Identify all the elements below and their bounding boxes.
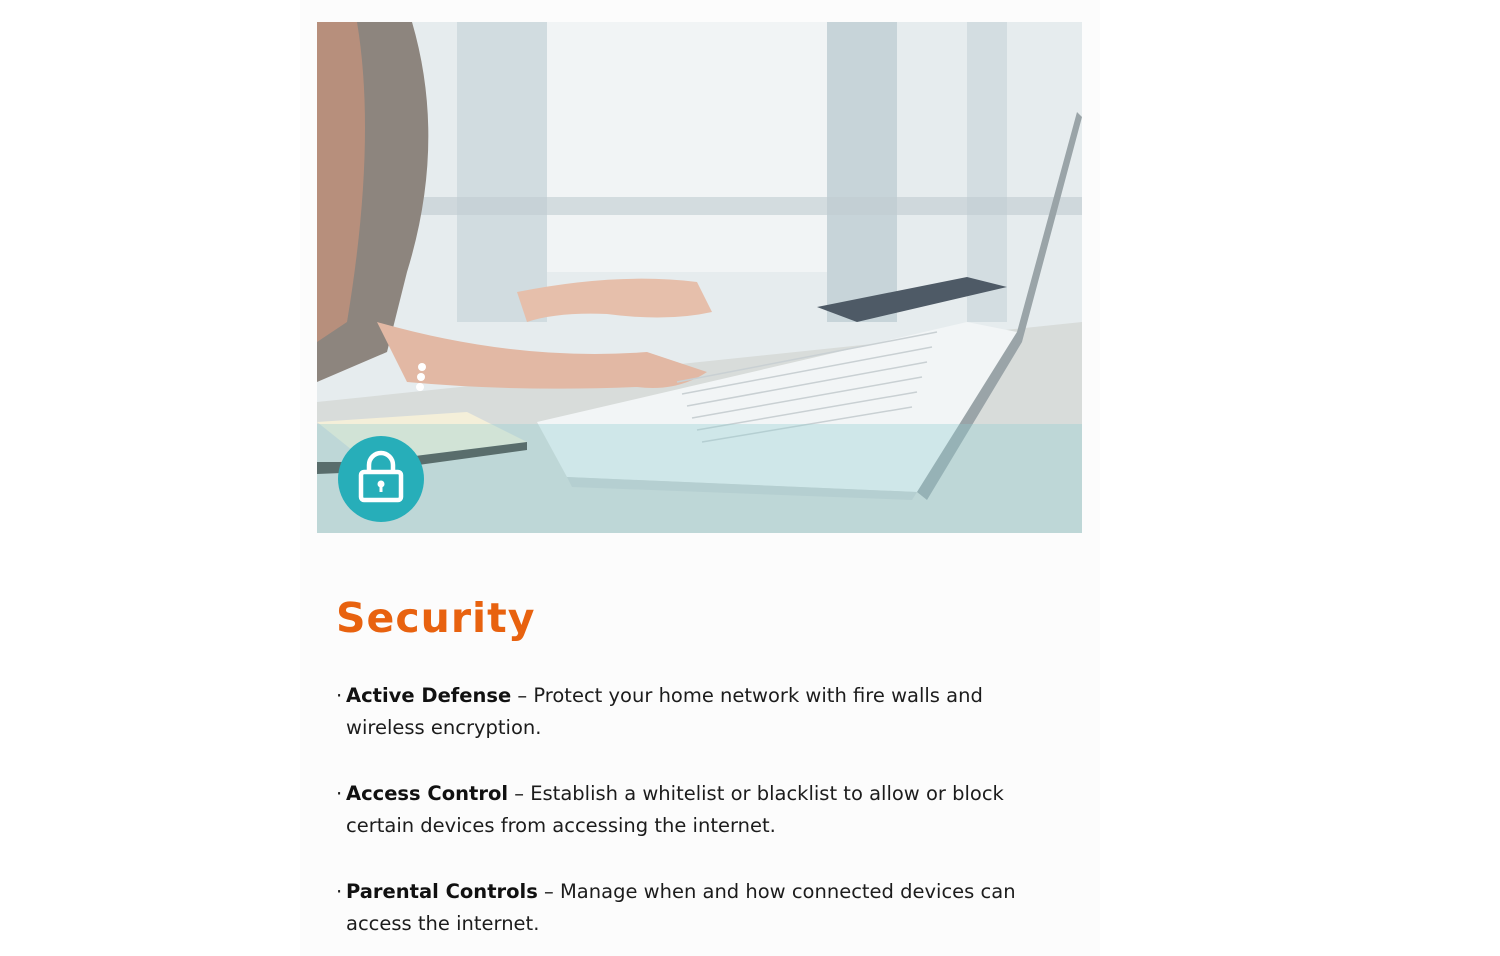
feature-description: Establish a whitelist or blacklist to allow or block certain devices from accessing the internet. [346, 782, 1004, 837]
feature-term: Active Defense [346, 684, 512, 707]
section-title: Security [336, 594, 536, 642]
feature-description: Manage when and how connected devices can access the internet. [346, 880, 1016, 935]
lock-badge [338, 436, 424, 522]
hero-image [317, 22, 1082, 533]
lock-icon [356, 450, 406, 508]
feature-list [336, 680, 1026, 956]
feature-description: Protect your home network with fire walls and wireless encryption. [346, 684, 983, 739]
feature-separator: – [537, 880, 560, 903]
feature-separator: – [511, 684, 534, 707]
feature-term: Access Control [346, 782, 509, 805]
list-item [336, 680, 1026, 744]
bullet: · [336, 782, 343, 805]
feature-term: Parental Controls [346, 880, 538, 903]
feature-separator: – [508, 782, 531, 805]
list-item [336, 876, 1026, 940]
list-item [336, 778, 1026, 842]
bullet: · [336, 880, 343, 903]
hero-illustration [317, 22, 1082, 533]
bullet: · [336, 684, 343, 707]
